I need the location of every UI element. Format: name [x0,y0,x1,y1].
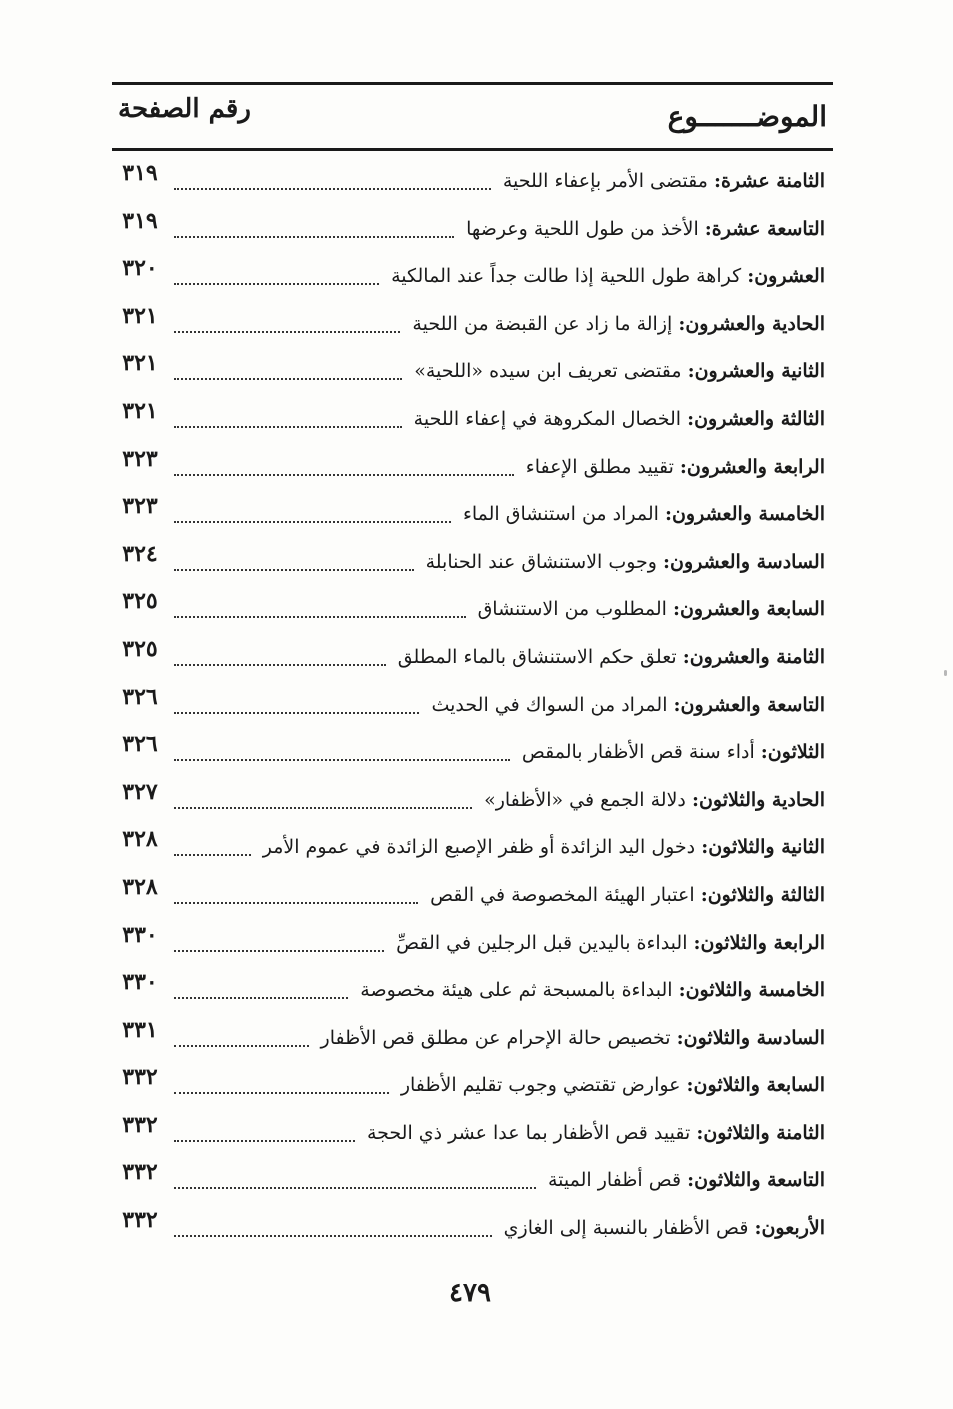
dot-leader [174,424,402,428]
toc-entry-page: ٣٢١ [122,397,158,424]
toc-entry [112,918,833,966]
toc-entry-title [466,216,825,242]
toc-entry-page: ٣٢٥ [122,635,158,662]
toc-entry-ordinal: الرابعة والعشرون: [679,455,825,478]
toc-entry-title [414,358,825,384]
toc-entry-page: ٣١٩ [122,160,158,186]
toc-entry-ordinal: التاسعة عشرة: [704,217,825,240]
toc-entry-title [463,501,825,527]
toc-entry-ordinal: الحادية والثلاثون: [691,788,825,811]
toc-entry [112,1155,833,1203]
header-rule [112,148,833,151]
dot-leader [174,567,414,571]
dot-leader [174,900,418,904]
toc-entry-text: قص الأظفار بالنسبة إلى الغازي [503,1217,749,1240]
dot-leader [174,1090,389,1094]
toc-entry-text: دلالة الجمع في «الأظفار» [484,788,686,811]
toc-entry-title [412,311,825,337]
toc-entry-ordinal: الثانية والعشرون: [687,360,825,383]
toc-entry-title [548,1167,825,1193]
toc-entry-title [504,1215,825,1241]
toc-entry-text: أداء سنة قص الأظفار بالمقص [521,741,755,764]
toc-header [112,90,833,146]
toc-entry-text: إزالة ما زاد عن القبضة من اللحية [412,312,673,335]
toc-list [112,156,833,1251]
toc-entry [112,870,833,918]
toc-entry-text: قص أظفار الميتة [547,1169,682,1192]
toc-entry-ordinal: الخامسة والعشرون: [664,503,825,526]
dot-leader [174,1043,309,1047]
toc-entry-page: ٣١٩ [122,207,158,234]
toc-entry-text: عوارض تقتضي وجوب تقليم الأظفار [400,1074,681,1097]
toc-entry-ordinal: الثامنة والثلاثون: [696,1121,825,1144]
toc-entry-ordinal: الثامنة عشرة: [713,170,825,192]
toc-entry-ordinal: السابعة والعشرون: [672,598,825,621]
toc-entry-page: ٣٢٦ [122,683,158,710]
dot-leader [174,376,402,380]
toc-entry-title [396,930,825,956]
toc-entry [112,1013,833,1061]
toc-entry [112,1060,833,1108]
toc-entry [112,632,833,680]
toc-entry [112,584,833,632]
toc-entry-text: تقييد قص الأظفار بما عدا عشر ذي الحجة [366,1121,691,1144]
toc-entry-title [431,692,825,718]
dot-leader [174,995,348,999]
toc-entry [112,822,833,870]
toc-entry-title [426,549,825,575]
toc-entry-ordinal: السادسة والثلاثون: [676,1026,825,1049]
top-rule [112,82,833,85]
toc-entry-page: ٣٢٠ [122,255,158,282]
toc-entry-title [263,834,825,860]
dot-leader [174,234,454,238]
toc-entry-page: ٣٢١ [122,350,158,377]
toc-entry-text: تقييد مطلق الإعفاء [525,455,674,478]
toc-entry-ordinal: التاسعة والثلاثون: [687,1169,825,1192]
toc-entry [112,394,833,442]
toc-entry-title [430,882,825,908]
toc-entry-ordinal: الثامنة والعشرون: [682,645,825,668]
toc-entry-ordinal: السادسة والعشرون: [663,550,825,573]
toc-entry-ordinal: الثانية والثلاثون: [701,836,825,859]
toc-entry-title [367,1120,825,1146]
toc-entry-ordinal: الخامسة والثلاثون: [678,979,825,1002]
toc-entry [112,204,833,252]
toc-entry-text: تعلق حكم الاستنشاق بالماء المطلق [397,645,677,668]
toc-entry-text: دخول اليد الزائدة أو ظفر الإصبع الزائدة في عموم الأمر [262,836,696,859]
toc-entry-text: كراهة طول اللحية إذا طالت جداً عند المالكية [391,265,742,288]
toc-entry-title [360,977,825,1003]
toc-entry-ordinal: الحادية والعشرون: [678,312,825,335]
toc-entry-title [484,787,825,813]
toc-entry [112,537,833,585]
dot-leader [174,614,466,618]
toc-entry [112,965,833,1013]
toc-entry-ordinal: الثلاثون: [760,741,825,764]
dot-leader [174,852,251,856]
toc-entry-ordinal: الثالثة والثلاثون: [700,883,825,906]
page-column-heading: رقم الصفحة [118,94,251,124]
toc-entry-title [526,454,825,480]
toc-entry-page: ٣٣٠ [122,969,158,996]
toc-entry-page: ٣٢١ [122,302,158,329]
toc-entry [112,489,833,537]
toc-entry-page: ٣٣١ [122,1016,158,1043]
toc-entry-ordinal: الرابعة والثلاثون: [693,931,825,954]
dot-leader [174,519,451,523]
toc-entry-title [391,263,825,289]
toc-entry-text: المراد من السواك في الحديث [431,693,668,716]
toc-entry-text: مقتضى الأمر بإعفاء اللحية [502,170,708,192]
toc-entry-ordinal: التاسعة والعشرون: [673,693,825,716]
scan-speck [944,670,947,676]
dot-leader [174,186,491,190]
dot-leader [174,329,400,333]
toc-entry [112,251,833,299]
dot-leader [174,710,419,714]
dot-leader [174,948,384,952]
toc-entry-text: المطلوب من الاستنشاق [477,598,667,621]
toc-entry [112,680,833,728]
toc-entry [112,156,833,204]
toc-entry-page: ٣٣٢ [122,1111,158,1138]
toc-entry-text: المراد من استنشاق الماء [462,503,659,526]
dot-leader [174,472,514,476]
toc-entry-text: اعتبار الهيئة المخصوصة في القص [430,883,695,906]
toc-entry-text: الخصال المكروهة في إعفاء اللحية [413,407,682,430]
toc-entry-text: البداءة بالمسبحة ثم على هيئة مخصوصة [360,979,673,1002]
toc-entry-title [401,1072,825,1098]
toc-entry-page: ٣٣٢ [122,1159,158,1186]
toc-entry [112,346,833,394]
toc-entry-title [414,406,825,432]
dot-leader [174,662,386,666]
toc-entry [112,727,833,775]
dot-leader [174,1185,536,1189]
toc-entry-text: البداءة باليدين قبل الرجلين في القصِّ [396,931,688,954]
dot-leader [174,805,472,809]
dot-leader [174,1233,492,1237]
toc-entry [112,1203,833,1251]
toc-entry-ordinal: الأربعون: [754,1217,825,1240]
dot-leader [174,281,379,285]
toc-entry-page: ٣٣٠ [122,921,158,948]
toc-entry-text: الأخذ من طول اللحية وعرضها [466,217,699,240]
toc-entry-page: ٣٢٣ [122,493,158,520]
toc-entry-page: ٣٢٨ [122,826,158,853]
toc-entry-page: ٣٢٦ [122,731,158,758]
toc-entry-ordinal: العشرون: [747,265,825,288]
dot-leader [174,757,510,761]
toc-entry-page: ٣٣٢ [122,1207,158,1234]
toc-entry-page: ٣٣٢ [122,1064,158,1091]
toc-entry-text: تخصيص حالة الإحرام عن مطلق قص الأظفار [320,1026,671,1049]
toc-entry-page: ٣٢٣ [122,445,158,472]
toc-entry [112,442,833,490]
toc-entry-page: ٣٢٨ [122,873,158,900]
toc-entry-page: ٣٢٤ [122,540,158,567]
toc-entry-page: ٣٢٥ [122,588,158,615]
toc-entry-title [522,739,825,765]
toc-entry-title [398,644,825,670]
toc-entry [112,299,833,347]
toc-entry-ordinal: السابعة والثلاثون: [686,1074,825,1097]
toc-entry-title [503,168,825,194]
toc-entry-page: ٣٢٧ [122,778,158,805]
toc-entry-title [478,596,825,622]
toc-entry-text: وجوب الاستنشاق عند الحنابلة [425,550,657,573]
toc-entry [112,1108,833,1156]
toc-entry-text: مقتضى تعريف ابن سيده «اللحية» [414,360,682,383]
toc-entry [112,775,833,823]
page-number: ٤٧٩ [449,1278,491,1308]
dot-leader [174,1138,355,1142]
toc-entry-title [321,1025,825,1051]
subject-column-heading: الموضـــــــوع [667,100,827,133]
toc-entry-ordinal: الثالثة والعشرون: [687,407,825,430]
